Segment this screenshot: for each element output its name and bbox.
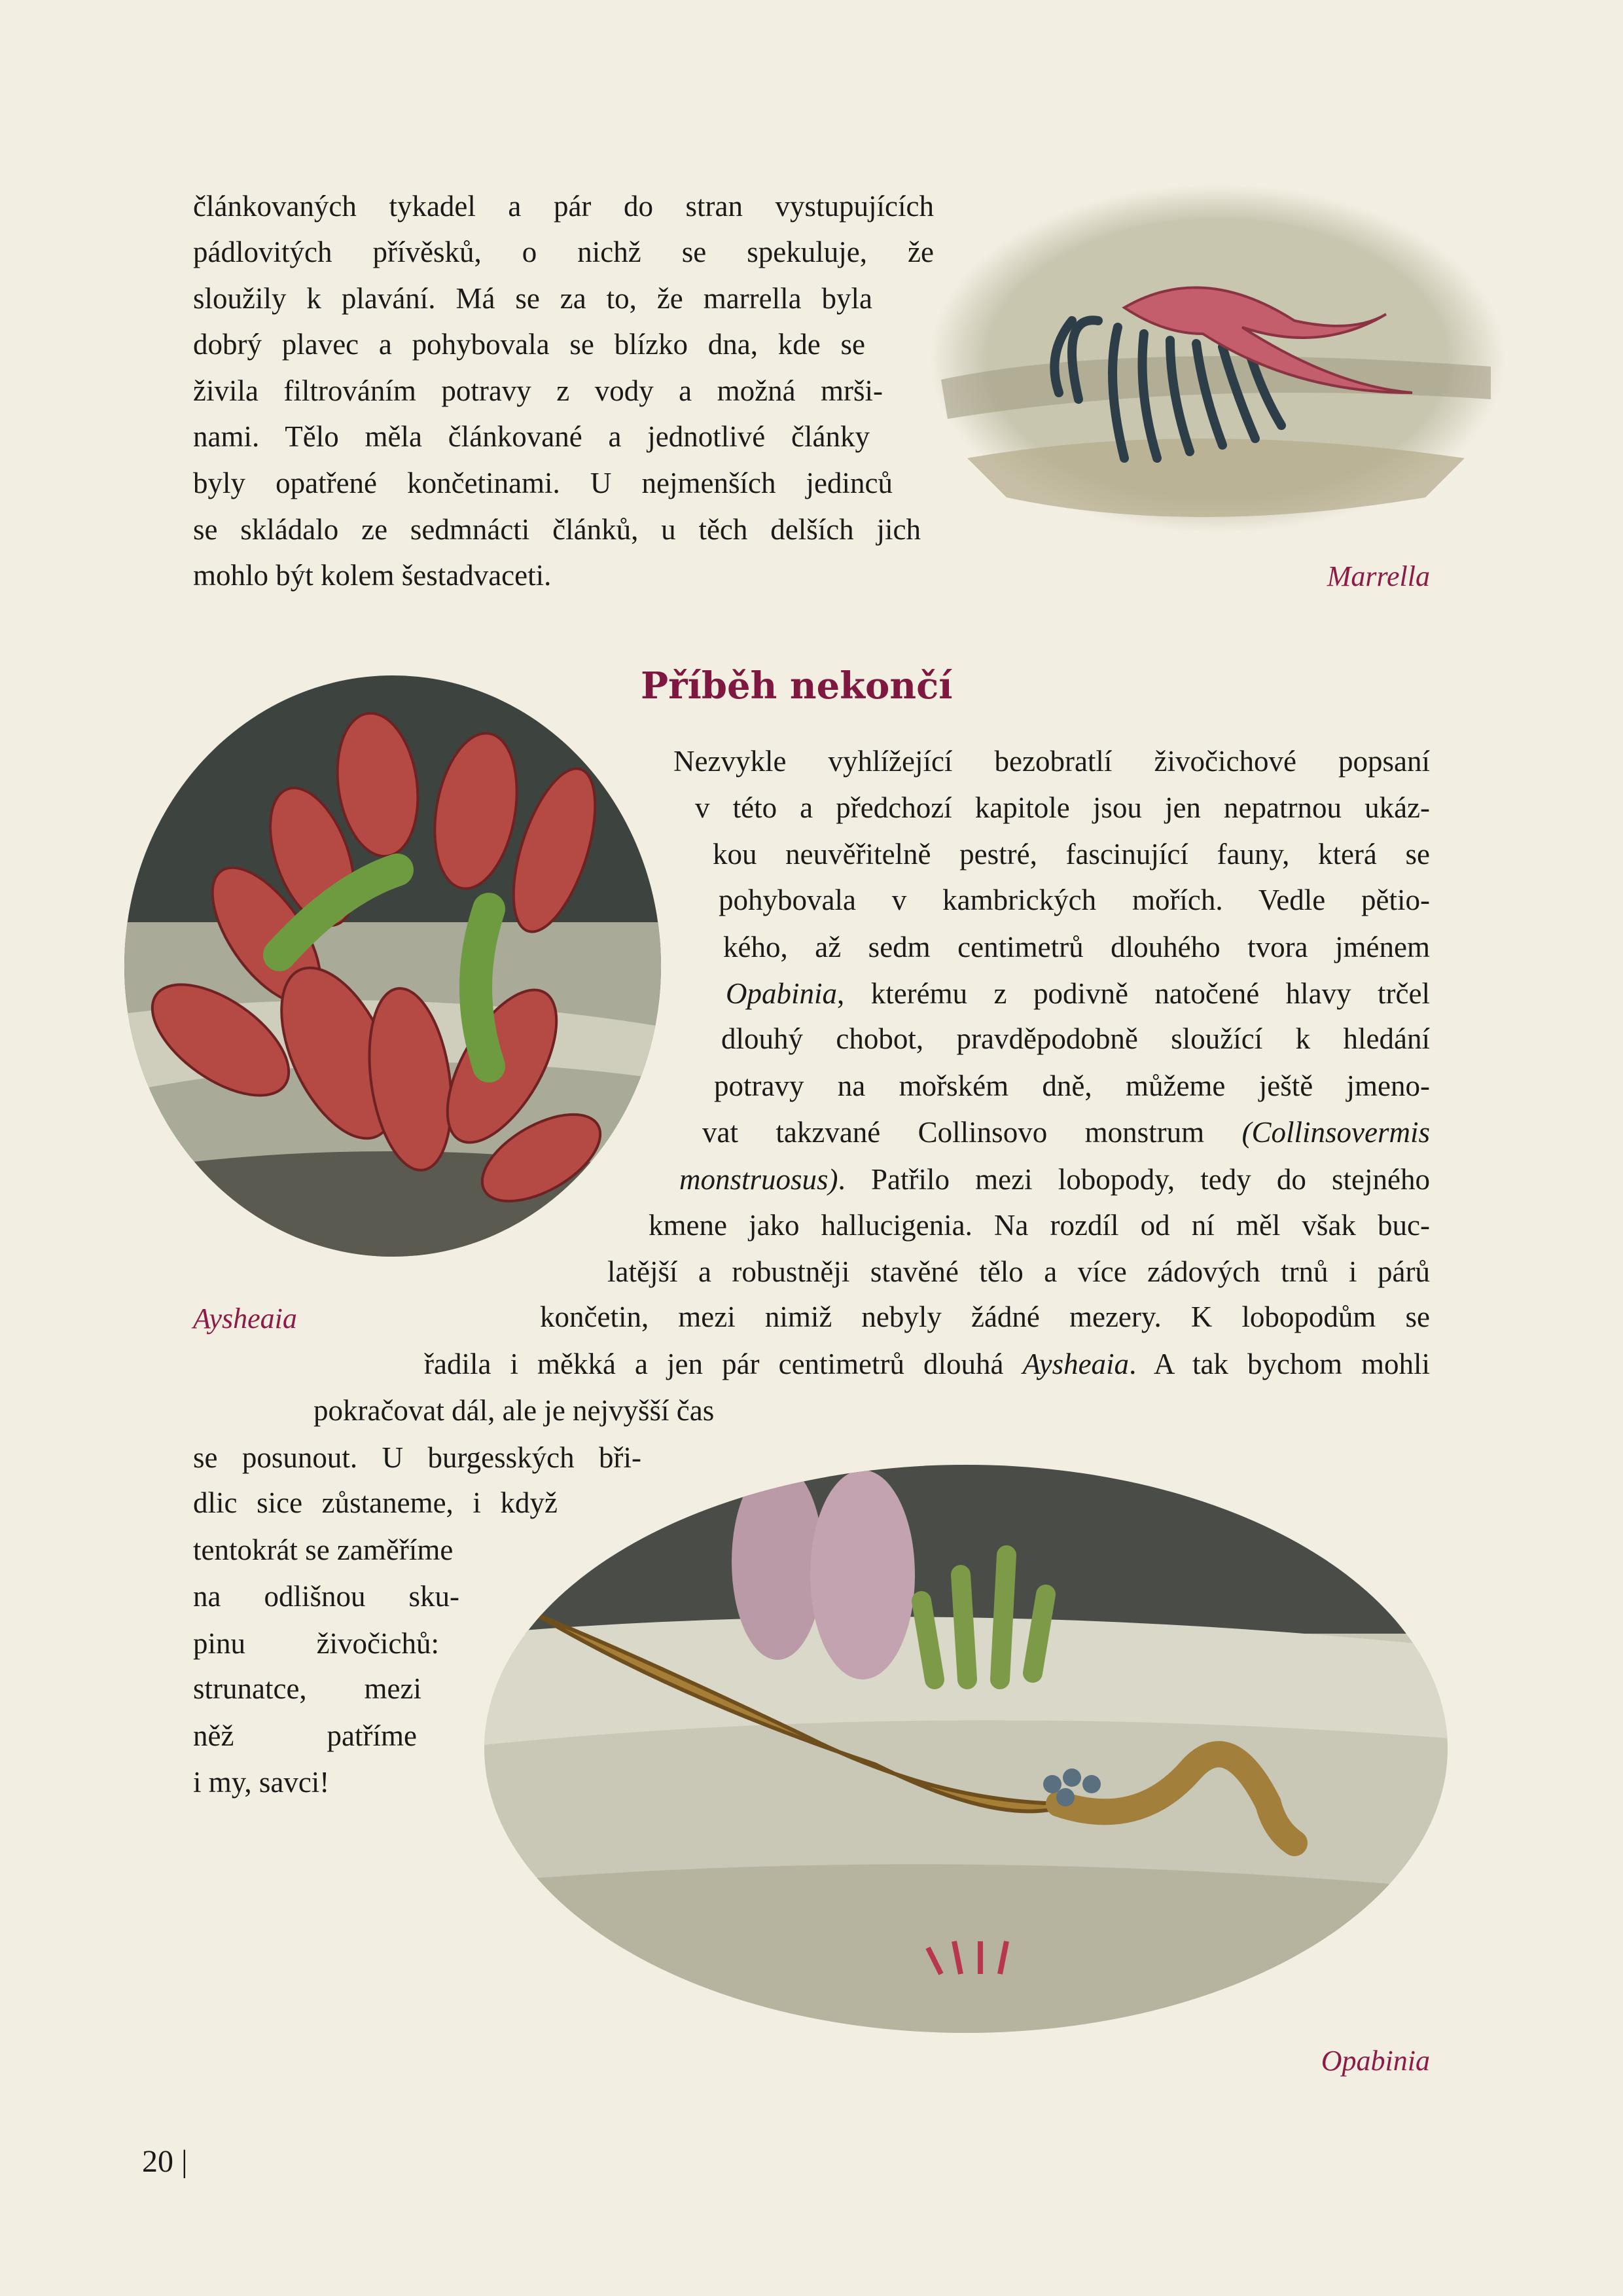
text-segment: kou neuvěřitelně pestré, fascinující fauny, která se [713, 838, 1430, 870]
text-segment: kmene jako hallucigenia. Na rozdíl od ní měl však buc- [649, 1209, 1430, 1242]
text-segment: něž patříme [193, 1719, 417, 1752]
marrella-illustration [928, 183, 1507, 535]
text-segment: končetin, mezi nimiž nebyly žádné mezery. K lobopodům se [540, 1300, 1430, 1333]
text-segment: kého, až sedm centimetrů dlouhého tvora jménem [723, 931, 1430, 963]
text-line [649, 1202, 1430, 1248]
text-segment: se skládalo ze sedmnácti článků, u těch delších jich [193, 513, 921, 546]
text-segment: . A tak bychom mohli [1129, 1348, 1431, 1380]
text-segment: pádlovitých přívěsků, o nichž se spekuluje, že [193, 236, 934, 268]
text-line [193, 321, 865, 367]
text-segment: dlic sice zůstaneme, i když [193, 1486, 558, 1519]
text-segment: sloužily k plavání. Má se za to, že marrella byla [193, 282, 872, 315]
text-segment: pokračovat dál, ale je nejvyšší čas [313, 1394, 715, 1427]
text-segment: potravy na mořském dně, můžeme ještě jmeno- [714, 1069, 1430, 1102]
text-line [193, 229, 934, 275]
section-heading: Příběh nekončí [641, 664, 953, 708]
text-segment: strunatce, mezi [193, 1672, 421, 1705]
text-segment: i my, savci! [193, 1766, 330, 1799]
italic-term: Opabinia [726, 977, 838, 1010]
text-segment: Nezvykle vyhlížející bezobratlí živočichové popsaní [673, 745, 1430, 778]
text-line [193, 1759, 329, 1805]
text-line [607, 1249, 1430, 1295]
text-line [193, 1621, 439, 1666]
text-segment: na odlišnou sku- [193, 1580, 459, 1613]
text-segment: latější a robustněji stavěné tělo a více zádových trnů i párů [607, 1255, 1430, 1288]
text-line [193, 460, 893, 506]
text-segment: tentokrát se zaměříme [193, 1534, 454, 1566]
text-line [540, 1294, 1430, 1340]
text-line [193, 1573, 459, 1619]
text-line [679, 1157, 1430, 1202]
text-segment: , kterému z podivně natočené hlavy trčel [837, 977, 1430, 1010]
text-line [713, 831, 1430, 877]
text-line [424, 1341, 1430, 1387]
text-segment: dobrý plavec a pohybovala se blízko dna, kde se [193, 328, 865, 361]
aysheaia-illustration [122, 673, 664, 1259]
italic-term: (Collinsovermis [1241, 1116, 1430, 1149]
text-segment: pohybovala v kambrických mořích. Vedle pětio- [719, 884, 1430, 916]
italic-term: monstruosus) [679, 1163, 838, 1196]
text-line [193, 276, 872, 321]
text-line [714, 1063, 1430, 1109]
text-line [193, 183, 934, 229]
text-line [702, 1109, 1430, 1155]
text-segment: se posunout. U burgesských bři- [193, 1441, 641, 1474]
text-line [723, 924, 1430, 970]
text-line [193, 507, 921, 552]
text-segment: byly opatřené končetinami. U nejmenších jedinců [193, 467, 893, 499]
caption-marrella: Marrella [1327, 560, 1430, 592]
text-segment: v této a předchozí kapitole jsou jen nepatrnou ukáz- [695, 791, 1430, 824]
text-line [673, 738, 1430, 784]
text-segment: živila filtrováním potravy z vody a možná mrši- [193, 374, 883, 407]
text-line [313, 1388, 714, 1433]
text-segment: mohlo být kolem šestadvaceti. [193, 559, 552, 592]
caption-aysheaia: Aysheaia [193, 1302, 297, 1335]
italic-term: Aysheaia [1022, 1348, 1130, 1380]
text-line [695, 785, 1430, 831]
text-segment: řadila i měkká a jen pár centimetrů dlouhá [424, 1348, 1023, 1380]
text-line [721, 1016, 1430, 1062]
text-line [193, 368, 883, 414]
text-line [193, 1527, 453, 1573]
text-segment: pinu živočichů: [193, 1627, 439, 1660]
page-number: 20 | [142, 2144, 188, 2179]
text-line [193, 414, 870, 459]
text-segment: vat takzvané Collinsovo monstrum [702, 1116, 1242, 1149]
text-line [726, 971, 1430, 1016]
text-line [193, 1713, 417, 1759]
text-segment: článkovaných tykadel a pár do stran vystupujících [193, 190, 934, 223]
opabinia-illustration [483, 1463, 1449, 2034]
text-segment: . Patřilo mezi lobopody, tedy do stejného [838, 1163, 1430, 1196]
caption-opabinia: Opabinia [1321, 2045, 1430, 2077]
text-line [193, 552, 551, 598]
text-segment: dlouhý chobot, pravděpodobně sloužící k hledání [721, 1022, 1430, 1055]
text-line [719, 877, 1430, 923]
text-segment: nami. Tělo měla článkované a jednotlivé články [193, 420, 870, 453]
text-line [193, 1666, 421, 1712]
